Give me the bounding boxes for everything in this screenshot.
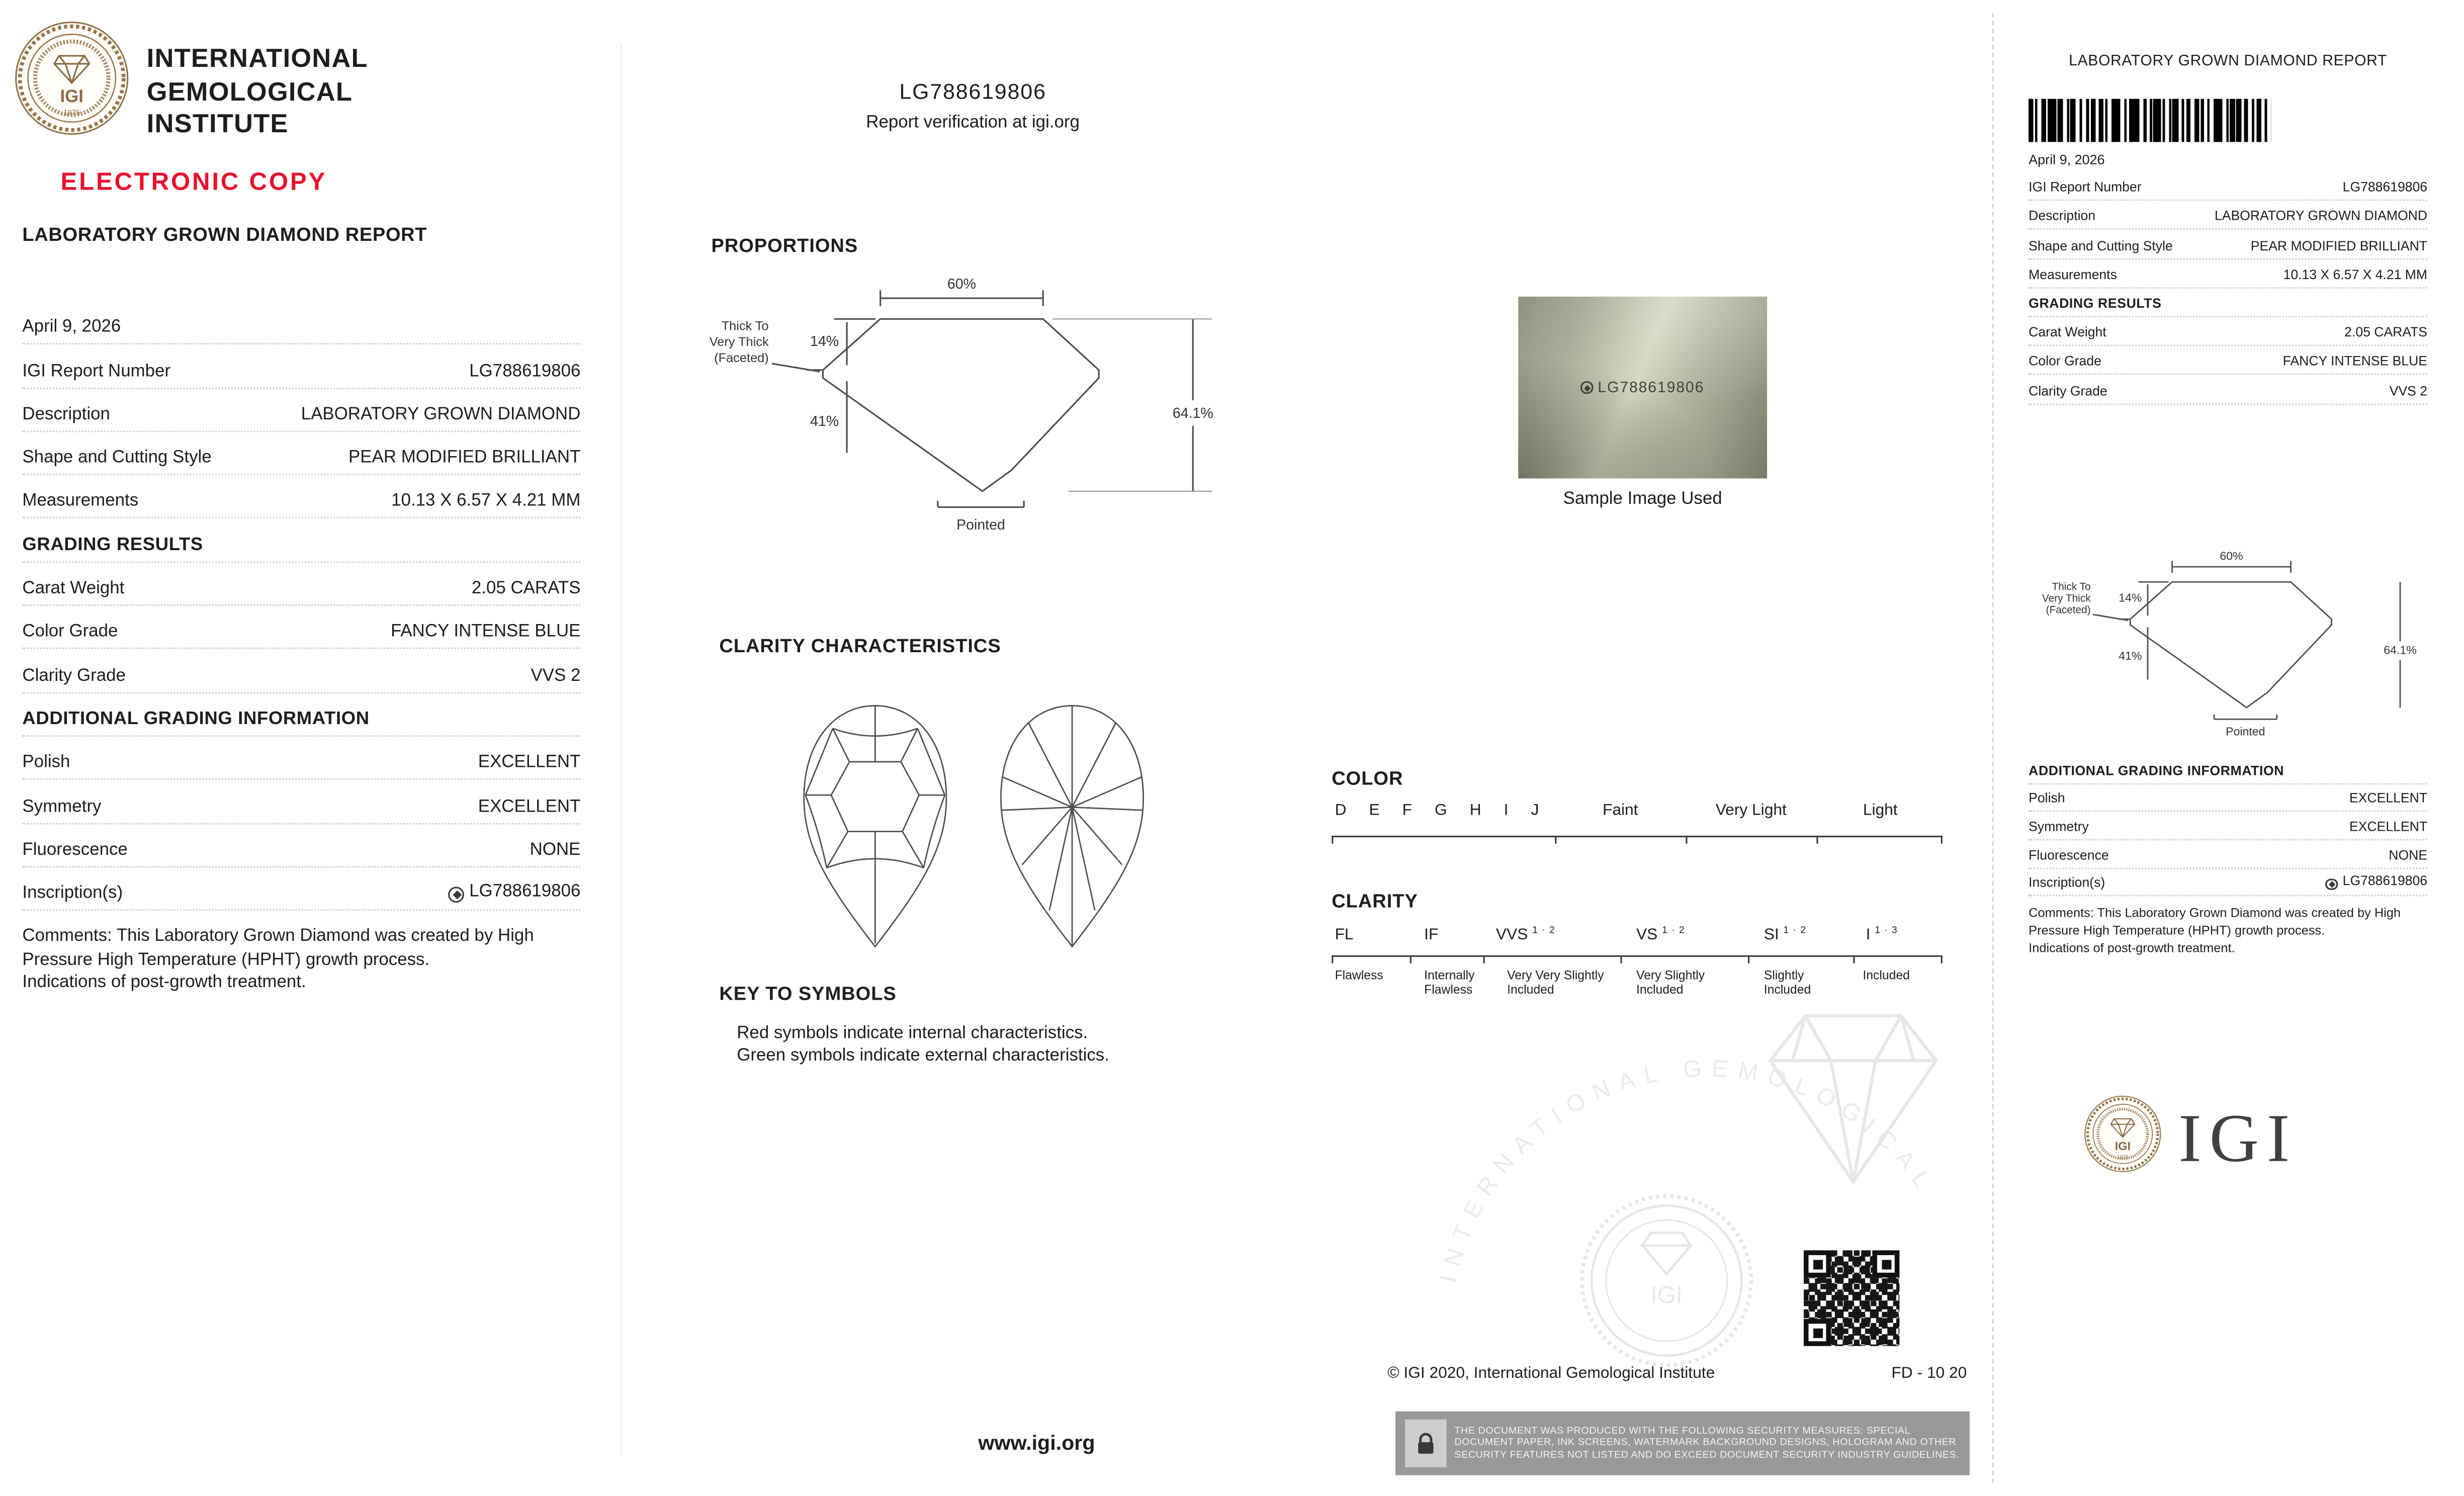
field-label: Shape and Cutting Style xyxy=(2029,237,2173,253)
watermark-seal-igi: IGI xyxy=(1650,1282,1683,1309)
watermark xyxy=(1403,869,2009,1395)
lock-icon xyxy=(1405,1420,1446,1467)
depth-pct: 64.1% xyxy=(1172,405,1213,421)
field-value: PEAR MODIFIED BRILLIANT xyxy=(2250,237,2428,253)
field-label: Measurements xyxy=(22,492,139,511)
proportions-diagram xyxy=(686,265,1228,549)
column-divider xyxy=(621,45,622,1455)
field-row-fluorescence xyxy=(22,824,580,867)
field-row-color xyxy=(22,606,580,650)
crown-pct: 14% xyxy=(2119,591,2142,604)
table-pct: 60% xyxy=(2220,549,2243,563)
clarity-grade-label: Internally Flawless xyxy=(1424,968,1475,998)
scale-tick xyxy=(1941,836,1943,844)
stub-proportions-diagram xyxy=(2030,542,2426,749)
field-label: Shape and Cutting Style xyxy=(22,448,212,468)
color-range-faint: Faint xyxy=(1602,802,1638,820)
qr-finder xyxy=(1804,1250,1831,1277)
field-value: VVS 2 xyxy=(531,666,581,685)
field-value: LG788619806 xyxy=(2326,872,2427,891)
electronic-copy-label: ELECTRONIC COPY xyxy=(60,169,327,197)
color-scale-line xyxy=(1332,836,1943,837)
field-row-polish xyxy=(22,737,580,780)
field-row-measurements xyxy=(22,476,580,519)
field-label: Inscription(s) xyxy=(22,884,123,903)
culet-label: Pointed xyxy=(956,516,1005,533)
culet-label: Pointed xyxy=(2226,725,2265,738)
clarity-code: SI $^{1 \cdot 2}$ xyxy=(1764,926,1807,944)
security-bar xyxy=(1395,1412,1970,1475)
color-letter: I xyxy=(1504,802,1509,820)
proportions-title: PROPORTIONS xyxy=(711,234,858,257)
date-row xyxy=(22,301,580,345)
field-label: Fluorescence xyxy=(22,840,128,860)
clarity-characteristics-title: CLARITY CHARACTERISTICS xyxy=(719,635,1001,657)
igi-seal-icon xyxy=(1581,382,1593,394)
field-label: Inscription(s) xyxy=(2029,874,2105,891)
seal-year: 1975 xyxy=(2117,1155,2129,1161)
comments-text xyxy=(22,925,580,995)
field-row-symmetry xyxy=(22,780,580,824)
pavilion-pct: 41% xyxy=(810,413,839,429)
grading-results-header: GRADING RESULTS xyxy=(22,519,580,563)
verification-text: Report verification at igi.org xyxy=(866,113,1080,133)
color-letter: D xyxy=(1335,802,1347,820)
field-value: EXCELLENT xyxy=(478,797,581,816)
girdle-line-2: Very Thick xyxy=(2042,592,2091,604)
scale-tick xyxy=(1410,955,1412,963)
clarity-grade-label: Flawless xyxy=(1335,968,1383,983)
scale-tick xyxy=(1332,955,1333,963)
table-pct: 60% xyxy=(947,276,976,293)
key-red-line: Red symbols indicate internal characteristics. xyxy=(737,1024,1088,1043)
additional-grading-header: ADDITIONAL GRADING INFORMATION xyxy=(22,693,580,737)
seal-igi-text: IGI xyxy=(2115,1139,2131,1153)
field-label: Color Grade xyxy=(22,623,118,642)
stub-title: LABORATORY GROWN DIAMOND REPORT xyxy=(2069,52,2388,70)
field-value: 10.13 X 6.57 X 4.21 MM xyxy=(391,492,581,511)
field-value: FANCY INTENSE BLUE xyxy=(391,623,581,642)
field-row-inscription xyxy=(22,867,580,911)
field-label: IGI Report Number xyxy=(22,361,171,381)
field-value: VVS 2 xyxy=(2389,382,2428,398)
field-value: LABORATORY GROWN DIAMOND xyxy=(2214,208,2428,224)
field-row-report-number xyxy=(2029,172,2427,202)
website: www.igi.org xyxy=(978,1430,1095,1455)
field-row-carat xyxy=(22,563,580,606)
clarity-grade-label: Very Very Slightly Included xyxy=(1507,968,1604,998)
scale-tick xyxy=(1620,955,1622,963)
field-row-fluorescence xyxy=(2029,841,2427,869)
igi-wordmark: IGI xyxy=(2178,1102,2298,1177)
field-label: Description xyxy=(2029,208,2096,224)
scale-tick xyxy=(1332,836,1333,844)
color-letter: H xyxy=(1469,802,1481,820)
field-row-polish xyxy=(2029,784,2427,812)
field-value: 2.05 CARATS xyxy=(2344,324,2428,340)
color-letters xyxy=(1335,802,1539,820)
field-label: Color Grade xyxy=(2029,353,2101,369)
clarity-scale-line xyxy=(1332,955,1943,957)
clarity-plot-diagrams xyxy=(746,686,1201,968)
field-row-measurements xyxy=(2029,259,2427,289)
girdle-line-3: (Faceted) xyxy=(714,350,769,365)
field-value: PEAR MODIFIED BRILLIANT xyxy=(348,448,581,468)
seal-igi-text: IGI xyxy=(60,86,83,106)
clarity-code: I $^{1 \cdot 3}$ xyxy=(1866,926,1898,944)
field-value: EXCELLENT xyxy=(2349,790,2428,806)
qr-finder xyxy=(1804,1319,1831,1346)
grading-results-header: GRADING RESULTS xyxy=(2029,288,2427,317)
field-row-description xyxy=(2029,201,2427,230)
field-label: Carat Weight xyxy=(22,579,125,598)
field-value: NONE xyxy=(530,840,581,860)
seal-year: 1975 xyxy=(63,109,80,117)
color-scale-title: COLOR xyxy=(1332,767,1403,789)
color-letter: F xyxy=(1402,802,1413,820)
girdle-line-2: Very Thick xyxy=(709,335,769,349)
scale-tick xyxy=(1853,955,1855,963)
report-title: LABORATORY GROWN DIAMOND REPORT xyxy=(22,223,427,246)
clarity-code: IF xyxy=(1424,926,1439,944)
brand-name xyxy=(147,43,368,141)
field-label: Clarity Grade xyxy=(2029,382,2107,398)
report-date: April 9, 2026 xyxy=(22,318,121,337)
clarity-grade-label: Very Slightly Included xyxy=(1636,968,1705,998)
field-row-shape xyxy=(2029,230,2427,259)
clarity-grade-label: Included xyxy=(1863,968,1910,983)
qr-finder xyxy=(1872,1250,1899,1277)
certificate-number: LG788619806 xyxy=(899,79,1046,104)
clarity-code: VS $^{1 \cdot 2}$ xyxy=(1636,926,1686,944)
key-to-symbols-title: KEY TO SYMBOLS xyxy=(719,982,897,1005)
field-row-shape xyxy=(22,432,580,476)
field-row-description xyxy=(22,389,580,432)
comments-line: Comments: This Laboratory Grown Diamond was created by High Pressure High Temperature (HPHT) growth process. xyxy=(22,927,534,970)
main-grading-table xyxy=(22,301,580,995)
stub-comments-text xyxy=(2029,907,2427,957)
field-label: Symmetry xyxy=(2029,818,2089,834)
field-row-report-number xyxy=(22,345,580,389)
form-code: FD - 10 20 xyxy=(1891,1365,1967,1383)
color-letter: G xyxy=(1435,802,1447,820)
depth-pct: 64.1% xyxy=(2384,643,2417,657)
field-label: IGI Report Number xyxy=(2029,179,2142,195)
field-label: Carat Weight xyxy=(2029,324,2106,340)
field-row-clarity xyxy=(2029,375,2427,404)
key-green-line: Green symbols indicate external characteristics. xyxy=(737,1045,1109,1065)
stub-date: April 9, 2026 xyxy=(2029,151,2105,168)
clarity-code: VVS $^{1 \cdot 2}$ xyxy=(1495,926,1556,944)
stub-igi-seal xyxy=(2083,1094,2163,1174)
scale-tick xyxy=(1686,836,1687,844)
scale-tick xyxy=(1748,955,1749,963)
clarity-code: FL xyxy=(1335,926,1354,944)
comments-line: Comments: This Laboratory Grown Diamond was created by High Pressure High Temperature (HPHT) growth process. xyxy=(2029,906,2401,938)
clarity-grade-label: Slightly Included xyxy=(1764,968,1811,998)
field-label: Description xyxy=(22,405,110,424)
girdle-line-1: Thick To xyxy=(721,319,769,333)
girdle-line-3: (Faceted) xyxy=(2046,604,2091,616)
key-to-symbols-text xyxy=(737,1024,1109,1067)
field-row-clarity xyxy=(22,650,580,693)
field-label: Clarity Grade xyxy=(22,666,126,685)
field-value: EXCELLENT xyxy=(478,753,581,772)
watermark-arc-text: INTERNATIONAL GEMOLOGICAL xyxy=(1435,1055,1941,1285)
field-label: Fluorescence xyxy=(2029,846,2109,862)
field-label: Polish xyxy=(2029,790,2065,806)
field-label: Polish xyxy=(22,753,70,772)
security-text: THE DOCUMENT WAS PRODUCED WITH THE FOLLOWING SECURITY MEASURES: SPECIAL DOCUMENT PAPER, INK SCREENS, WATERMARK BACKGROUND DESIGNS, HOLOGRAM AND OTHER SECURITY FEATURES NOT LISTED AND DO EXCEED DOCUMENT SECURITY INDUSTRY GUIDELINES. xyxy=(1454,1425,1960,1461)
color-letter: E xyxy=(1369,802,1380,820)
field-value: EXCELLENT xyxy=(2349,818,2428,834)
comments-line2: Indications of post-growth treatment. xyxy=(22,973,306,993)
color-letter: J xyxy=(1531,802,1539,820)
scale-tick xyxy=(1941,955,1943,963)
crown-pct: 14% xyxy=(810,333,839,350)
field-value: NONE xyxy=(2389,846,2428,862)
scale-tick xyxy=(1555,836,1556,844)
field-value: LABORATORY GROWN DIAMOND xyxy=(301,405,581,424)
igi-seal-logo xyxy=(13,19,131,137)
field-value: FANCY INTENSE BLUE xyxy=(2282,353,2428,369)
clarity-scale-title: CLARITY xyxy=(1332,890,1418,913)
stub-grading-table xyxy=(2029,172,2427,404)
girdle-line-1: Thick To xyxy=(2052,581,2091,593)
field-value: LG788619806 xyxy=(449,882,580,903)
qr-code xyxy=(1799,1246,1904,1351)
field-value: 2.05 CARATS xyxy=(471,579,581,598)
field-value: LG788619806 xyxy=(469,361,581,381)
additional-grading-header: ADDITIONAL GRADING INFORMATION xyxy=(2029,756,2427,784)
color-range-light: Light xyxy=(1863,802,1898,820)
stub-additional-table xyxy=(2029,756,2427,957)
field-row-symmetry xyxy=(2029,812,2427,840)
brand-line-2: GEMOLOGICAL xyxy=(146,77,353,106)
igi-seal-icon xyxy=(449,887,465,903)
brand-line-3: INSTITUTE xyxy=(146,110,289,139)
field-row-color xyxy=(2029,346,2427,376)
brand-line-1: INTERNATIONAL xyxy=(146,44,368,73)
scale-tick xyxy=(1816,836,1818,844)
sample-caption: Sample Image Used xyxy=(1563,489,1722,509)
sample-image xyxy=(1518,297,1767,479)
color-range-verylight: Very Light xyxy=(1715,802,1787,820)
field-row-inscription xyxy=(2029,869,2427,897)
field-value: LG788619806 xyxy=(2342,179,2428,195)
igi-seal-icon xyxy=(2326,878,2338,891)
field-label: Symmetry xyxy=(22,797,102,816)
verification-block xyxy=(798,80,1149,133)
stub-barcode xyxy=(2029,99,2271,142)
field-row-carat xyxy=(2029,317,2427,346)
pavilion-pct: 41% xyxy=(2119,649,2142,663)
field-value: 10.13 X 6.57 X 4.21 MM xyxy=(2283,266,2428,282)
field-label: Measurements xyxy=(2029,266,2117,282)
scale-tick xyxy=(1483,955,1485,963)
copyright: © IGI 2020, International Gemological Institute xyxy=(1387,1365,1715,1383)
sample-inscription-overlay: LG788619806 xyxy=(1581,379,1704,396)
comments-line2: Indications of post-growth treatment. xyxy=(2029,940,2235,955)
